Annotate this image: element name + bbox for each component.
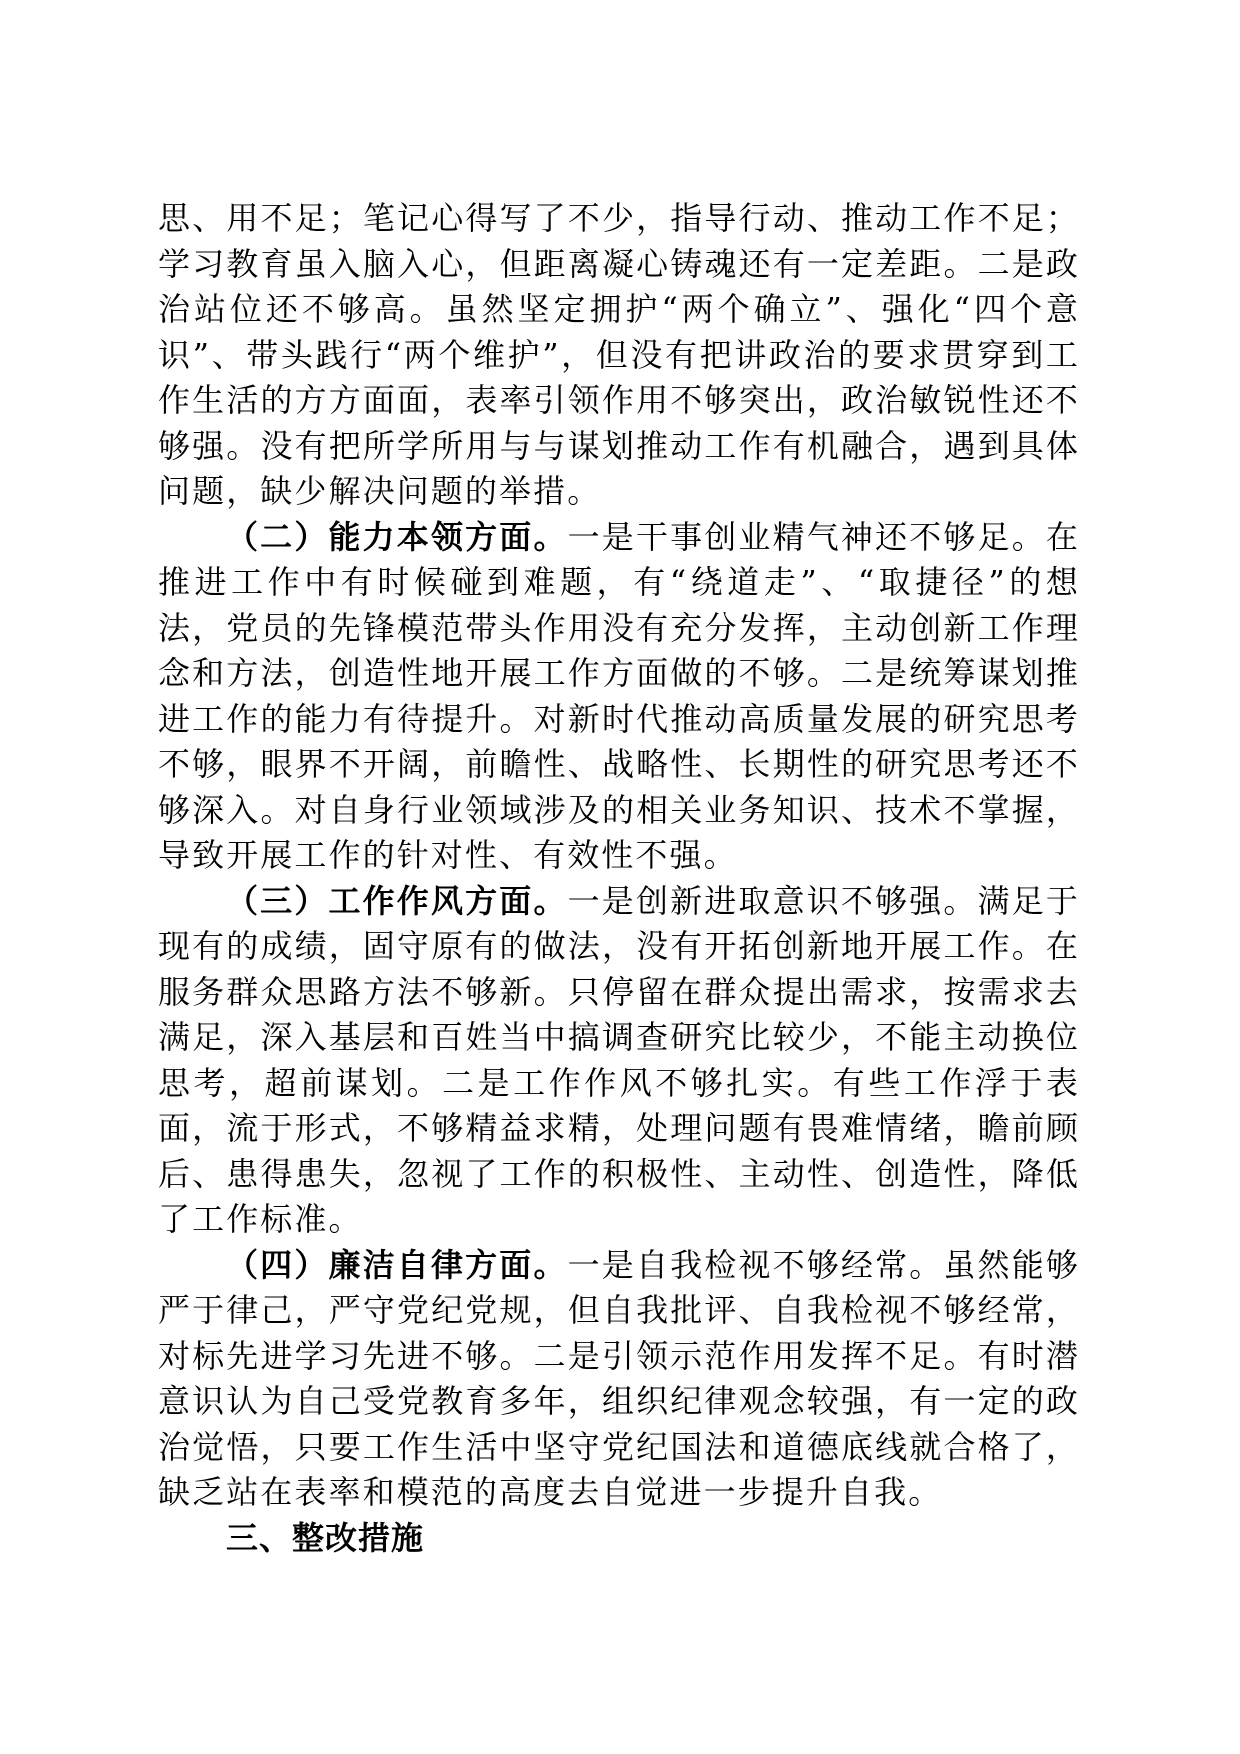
paragraph-lead: （三）工作作风方面。 [226, 881, 568, 920]
paragraph-integrity [158, 1243, 1080, 1516]
paragraph-continuation [158, 196, 1080, 515]
paragraph-text: 一是干事创业精气神还不够足。在推进工作中有时候碰到难题，有“绕道走”、“取捷径”的想法，党员的先锋模范带头作用没有充分发挥，主动创新工作理念和方法，创造性地开展工作方面做的不够。二是统筹谋划推进工作的能力有待提升。对新时代推动高质量发展的研究思考不够，眼界不开阔，前瞻性、战略性、长期性的研究思考还不够深入。对自身行业领域涉及的相关业务知识、技术不掌握，导致开展工作的针对性、有效性不强。 [158, 517, 1080, 874]
paragraph-lead: （二）能力本领方面。 [226, 517, 568, 556]
paragraph-text: 一是自我检视不够经常。虽然能够严于律己，严守党纪党规，但自我批评、自我检视不够经常，对标先进学习先进不够。二是引领示范作用发挥不足。有时潜意识认为自己受党教育多年，组织纪律观念较强，有一定的政治觉悟，只要工作生活中坚守党纪国法和道德底线就合格了，缺乏站在表率和模范的高度去自觉进一步提升自我。 [158, 1245, 1080, 1511]
paragraph-ability [158, 515, 1080, 879]
paragraph-work-style [158, 879, 1080, 1243]
paragraph-lead: （四）廉洁自律方面。 [226, 1245, 568, 1284]
document-page [158, 196, 1080, 1561]
paragraph-text: 思、用不足；笔记心得写了不少，指导行动、推动工作不足；学习教育虽入脑入心，但距离凝心铸魂还有一定差距。二是政治站位还不够高。虽然坚定拥护“两个确立”、强化“四个意识”、带头践行“两个维护”，但没有把讲政治的要求贯穿到工作生活的方方面面，表率引领作用不够突出，政治敏锐性还不够强。没有把所学所用与与谋划推动工作有机融合，遇到具体问题，缺少解决问题的举措。 [158, 199, 1080, 510]
paragraph-text: 一是创新进取意识不够强。满足于现有的成绩，固守原有的做法，没有开拓创新地开展工作。在服务群众思路方法不够新。只停留在群众提出需求，按需求去满足，深入基层和百姓当中搞调查研究比较少，不能主动换位思考，超前谋划。二是工作作风不够扎实。有些工作浮于表面，流于形式，不够精益求精，处理问题有畏难情绪，瞻前顾后、患得患失，忽视了工作的积极性、主动性、创造性，降低了工作标准。 [158, 881, 1080, 1238]
section-heading: 三、整改措施 [226, 1518, 425, 1557]
